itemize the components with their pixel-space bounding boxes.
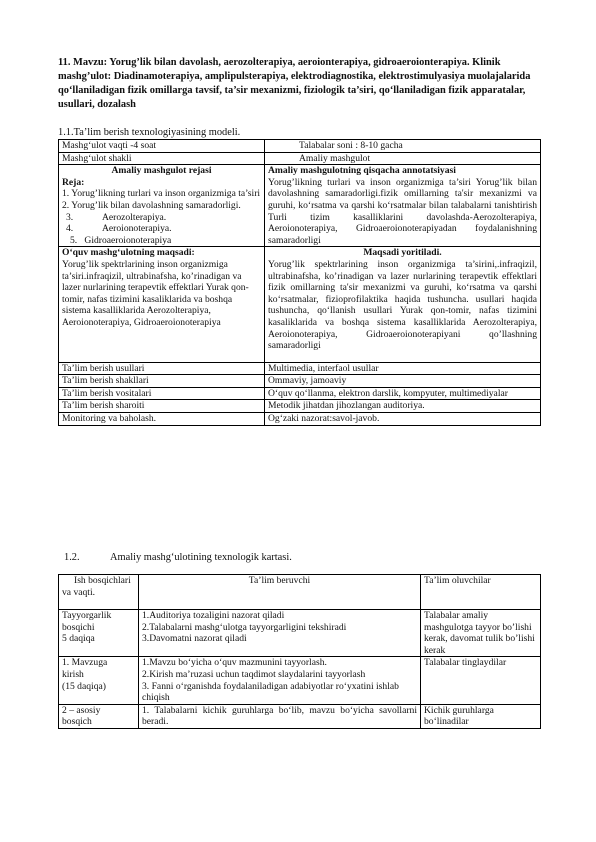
plan-item-number: 4. xyxy=(66,223,74,235)
table-row xyxy=(59,375,541,388)
table-header-cell: Ta’lim oluvchilar xyxy=(421,575,541,610)
result-text: Yorug’lik spektrlarining inson organizmiga ta’sirini,.infraqizil, ultrabinafsha, ko’rinadigan va lazer nurlarining terapevtik effektlari fizik omillarning ta'sir mexanizmi va guruhi, ko‘rsatma va qarshi ko‘rsatmalar, fizioprofilaktika haqida tushuncha. usullari haqida tushuncha, qo‘llanish usullari Yurak qon-tomir, nafas tizimini kasaliklarida va boshqa sistema kasalliklarida Aerozolterapiya, Aeroionoterapiya, Gidroaeroionoterapiyani qo’llashning samaradorligi xyxy=(268,258,537,352)
teacher-line: 1.Mavzu bo‘yicha o‘quv mazmunini tayyorlash. xyxy=(142,657,327,669)
table-cell: Ta’lim berish vositalari xyxy=(59,387,265,400)
table-cell: Mashg‘ulot vaqti -4 soat xyxy=(59,140,265,153)
student-cell: Talabalar amaliy mashgulotga tayyor bo’lishi kerak, davomat tulik bo’lishi kerak xyxy=(421,610,541,657)
table-cell: Metodik jihatdan jihozlangan auditoriya. xyxy=(265,400,541,413)
plan-item: 2. Yorug’lik bilan davolashning samaradorligi. xyxy=(62,199,241,211)
result-title: Maqsadi yoritiladi. xyxy=(363,247,442,259)
stage-cell xyxy=(59,657,139,704)
stage-cell xyxy=(59,704,139,728)
section-2-title xyxy=(58,551,292,564)
stage-line: bosqichi xyxy=(62,621,95,633)
teacher-line: 1. Talabalarni kichik guruhlarga bo‘lib, mavzu bo‘yicha savollarni beradi. xyxy=(142,704,417,728)
stage-line: 5 daqiqa xyxy=(62,633,95,645)
table-row xyxy=(59,387,541,400)
stage-line: 1. Mavzuga xyxy=(62,657,108,669)
table-cell: Ommaviy, jamoaviy xyxy=(265,375,541,388)
technological-map-table xyxy=(58,574,541,729)
table-cell: Ta’lim berish shakllari xyxy=(59,375,265,388)
plan-item xyxy=(62,223,261,235)
plan-item: 1. Yorug’likning turlari va inson organizmiga ta’siri xyxy=(62,188,261,200)
table-row xyxy=(59,247,541,362)
plan-cell xyxy=(59,165,265,247)
plan-item-number: 3. xyxy=(66,211,74,223)
table-row xyxy=(59,413,541,426)
stage-line: (15 daqiqa) xyxy=(62,680,106,692)
stage-line: bosqich xyxy=(62,716,92,728)
table-header-cell xyxy=(59,575,139,610)
table-cell xyxy=(265,140,541,153)
table-cell: Ta’lim berish usullari xyxy=(59,362,265,375)
teacher-line: 3. Fanni o‘rganishda foydalaniladigan adabiyotlar ro‘yxatini ishlab chiqish xyxy=(142,680,399,704)
table-row xyxy=(59,165,541,247)
teacher-line: 2.Kirish ma’ruzasi uchun taqdimot slaydalarini tayyorlash xyxy=(142,668,366,680)
teacher-cell xyxy=(139,657,421,704)
plan-label: Reja: xyxy=(62,176,85,188)
plan-item-text: Aeroionoterapiya. xyxy=(102,223,172,235)
annotation-cell xyxy=(265,165,541,247)
goal-text: Yorug’lik spektrlarining inson organizmiga ta’siri.infraqizil, ultrabinafsha, ko’rinadigan va lazer nurlarining terapevtik effektlari Yurak qon-tomir, nafas tizimini kasaliklarida va boshqa sistema kasalliklarida Aerozolterapiya, Aeroionoterapiya, Gidroaeroionoterapiya xyxy=(62,258,249,328)
annotation-text: Yorug’likning turlari va inson organizmiga ta’siri Yorug’lik bilan davolashning samaradorligi.fizik omillarning ta'sir mexanizmi va guruhi, ko‘rsatma va qarshi ko‘rsatmalar bilan talabalarni tanishtirish Turli tizim kasalliklarini davolashda-Aerozolterapiya, Aeroionoterapiya, Gidroaeroionoterapiyadan foydalanishning samaradorligi xyxy=(268,176,537,246)
table-cell: Multimedia, interfaol usullar xyxy=(265,362,541,375)
table-header-cell: Ta’lim beruvchi xyxy=(139,575,421,610)
stage-line: kirish xyxy=(62,668,84,680)
table-cell: Ta’lim berish sharoiti xyxy=(59,400,265,413)
plan-item-number: 5. xyxy=(70,234,78,246)
table-row xyxy=(59,704,541,728)
teacher-cell xyxy=(139,610,421,657)
teacher-line: 1.Auditoriya tozaligini nazorat qiladi xyxy=(142,610,285,621)
annotation-title: Amaliy mashgulotning qisqacha annotatsiyasi xyxy=(268,165,456,177)
stage-cell xyxy=(59,610,139,657)
student-cell: Kichik guruhlarga bo‘linadilar xyxy=(421,704,541,728)
technology-model-table xyxy=(58,139,541,426)
stage-line: 2 – asosiy xyxy=(62,704,101,716)
table-row xyxy=(59,657,541,704)
student-cell: Talabalar tinglaydilar xyxy=(421,657,541,704)
section-1-title: 1.1.Ta’lim berish texnologiyasining modeli. xyxy=(58,127,241,138)
section-2-text: Amaliy mashg‘ulotining texnologik kartasi. xyxy=(110,552,292,563)
goal-cell xyxy=(59,247,265,362)
goal-title: O‘quv mashg‘ulotning maqsadi: xyxy=(62,247,195,259)
table-row xyxy=(59,140,541,153)
table-row xyxy=(59,610,541,657)
table-cell: Og‘zaki nazorat:savol-javob. xyxy=(265,413,541,426)
table-header-row xyxy=(59,575,541,610)
result-cell xyxy=(265,247,541,362)
plan-item xyxy=(62,235,261,247)
header-text: Ish bosqichlari va vaqti. xyxy=(62,575,131,598)
teacher-line: 3.Davomatni nazorat qiladi xyxy=(142,633,247,645)
plan-title: Amaliy mashgulot rejasi xyxy=(111,165,212,177)
table-row xyxy=(59,400,541,413)
plan-item xyxy=(62,212,261,224)
table-cell: Monitoring va baholash. xyxy=(59,413,265,426)
plan-item-text: Gidroaeroionoterapiya xyxy=(84,234,172,246)
plan-item-text: Aerozolterapiya. xyxy=(102,211,167,223)
section-2-number: 1.2. xyxy=(64,552,80,563)
teacher-line: 2.Talabalarni mashg‘ulotga tayyorgarligini tekshiradi xyxy=(142,621,347,633)
topic-heading: 11. Mavzu: Yorug’lik bilan davolash, aerozolterapiya, aeroionterapiya, gidroaeroionterapiya. Klinik mashg’ulot: Diadinamoterapiya, amplipulsterapiya, elektrodiagnostika, elektrostimulyasiya muolajalarida qo‘llaniladigan fizik omillarga tavsif, ta’sir mexanizmi, fiziologik ta’siri, qo‘llaniladigan fizik apparatalar, usullari, dozalash xyxy=(58,57,531,110)
table-cell: Mashg‘ulot shakli xyxy=(59,152,265,165)
table-row xyxy=(59,152,541,165)
table-cell: O‘quv qo‘llanma, elektron darslik, kompyuter, multimediyalar xyxy=(265,387,541,400)
table-cell-text: Talabalar soni : 8-10 gacha xyxy=(299,140,403,151)
table-cell xyxy=(265,152,541,165)
table-cell-text: Amaliy mashgulot xyxy=(299,152,371,164)
stage-line: Tayyorgarlik xyxy=(62,610,112,621)
teacher-cell xyxy=(139,704,421,728)
table-row xyxy=(59,362,541,375)
